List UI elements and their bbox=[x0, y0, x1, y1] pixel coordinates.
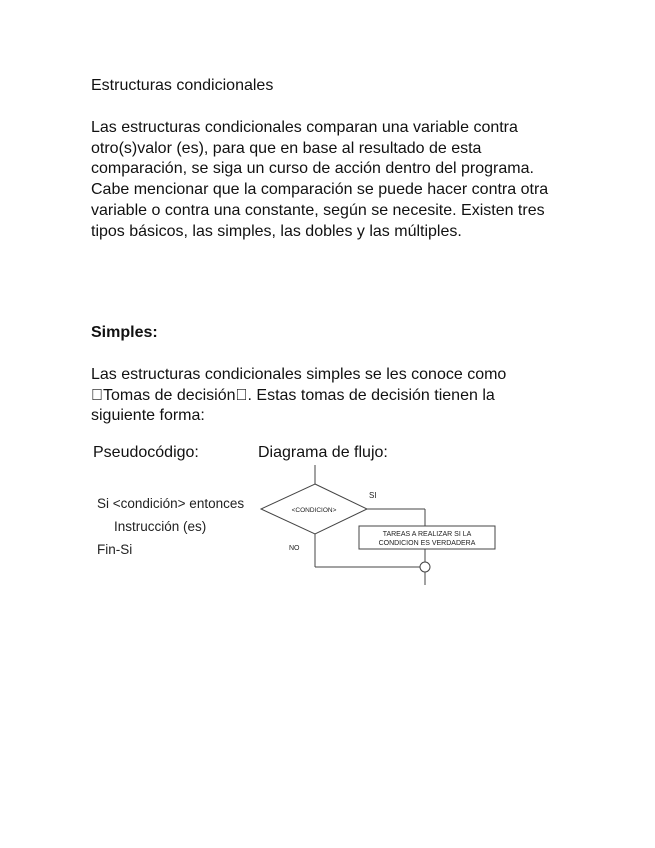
flowchart-label: Diagrama de flujo: bbox=[258, 444, 388, 461]
pseudocode-line-instruction: Instrucción (es) bbox=[114, 519, 207, 534]
pseudocode-line-if: Si <condición> entonces bbox=[97, 496, 245, 511]
yes-label: SI bbox=[369, 491, 377, 500]
section-title: Estructuras condicionales bbox=[91, 77, 274, 94]
simples-heading: Simples: bbox=[91, 324, 158, 341]
task-text-line2: CONDICION ES VERDADERA bbox=[378, 540, 476, 547]
connector-circle bbox=[420, 562, 430, 572]
no-label: NO bbox=[289, 545, 300, 552]
simples-paragraph: Las estructuras condicionales simples se les conoce como  Tomas de decisión . Estas tomas de decisión tienen la siguiente forma: bbox=[91, 366, 507, 425]
task-text-line1: TAREAS A REALIZAR SI LA bbox=[382, 531, 472, 538]
intro-paragraph: Las estructuras condicionales comparan una variable contra otro(s)valor (es), para que en base al resultado de esta comparación, se siga un curso de acción dentro del programa. Cabe mencionar que la comparación se puede hacer contra otra variable o contra una constante, según se necesite. Existen tres tipos básicos, las simples, las dobles y las múltiples. bbox=[91, 119, 549, 240]
pseudocode-line-endif: Fin-Si bbox=[97, 542, 133, 557]
condition-text: <CONDICION> bbox=[291, 507, 337, 514]
pseudocode-label: Pseudocódigo: bbox=[93, 444, 199, 461]
flowchart-diagram bbox=[255, 465, 505, 590]
